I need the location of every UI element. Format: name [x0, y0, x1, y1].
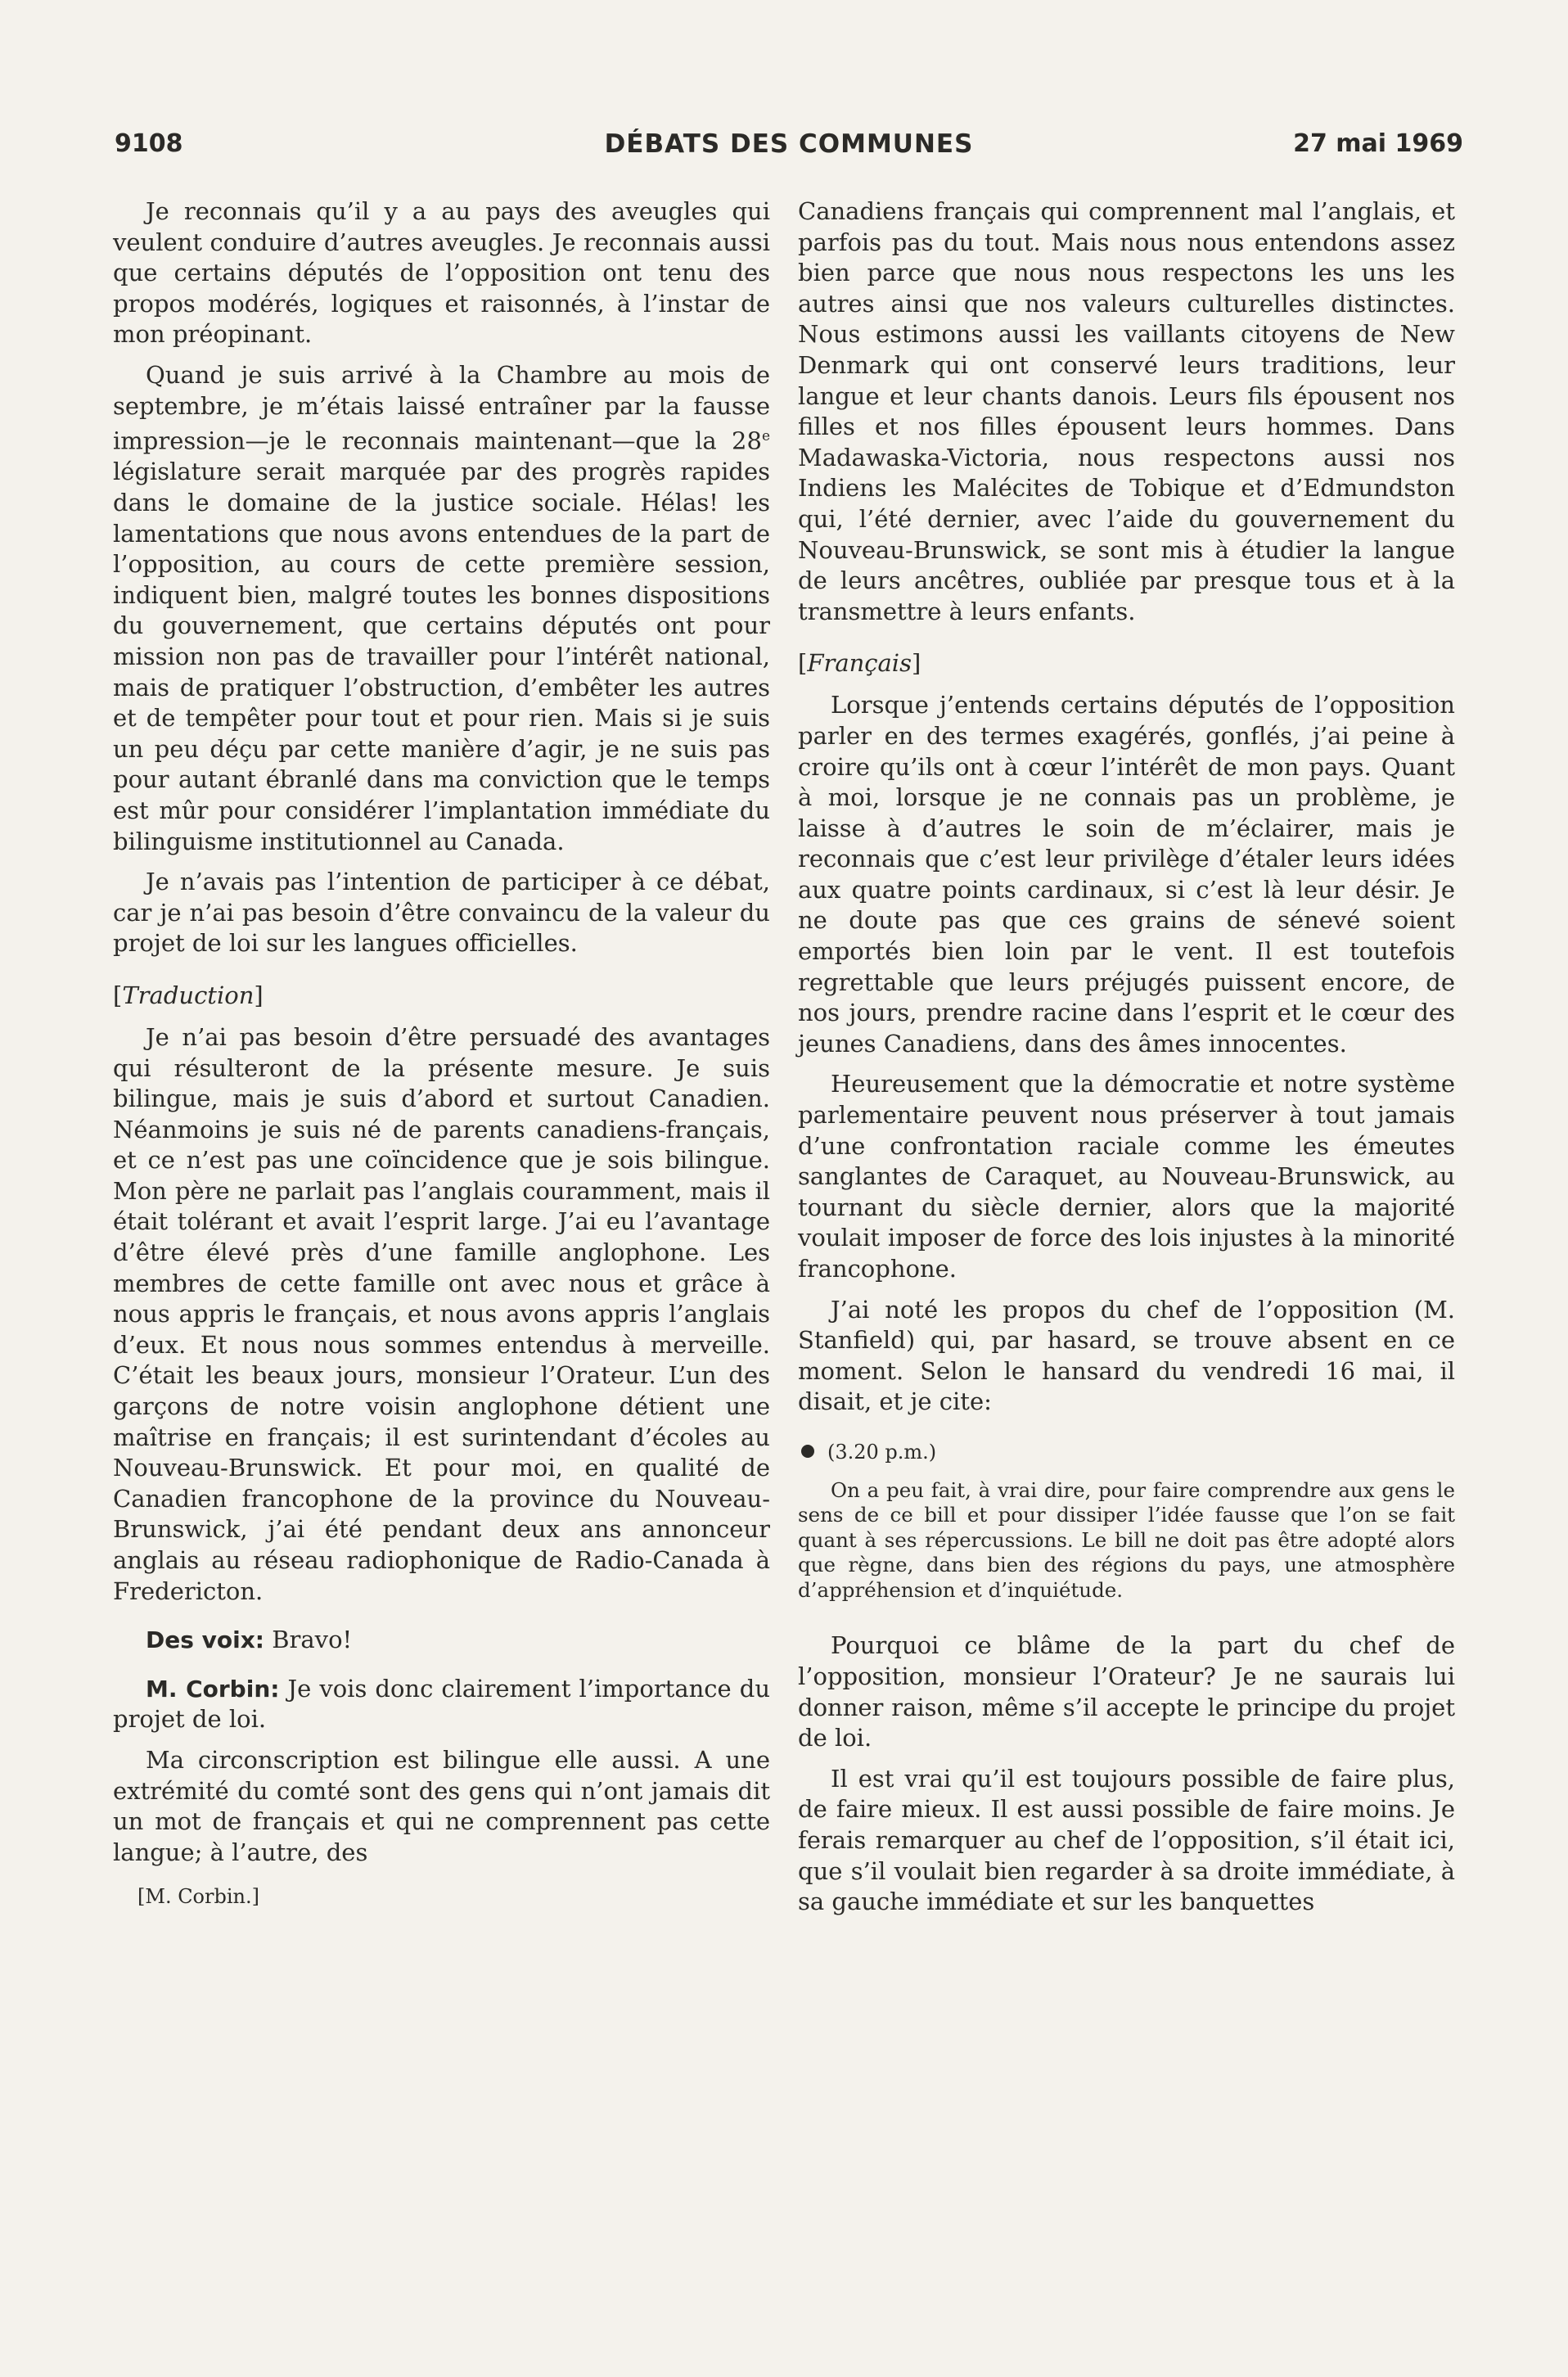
publication-title: DÉBATS DES COMMUNES: [604, 129, 974, 159]
speaker-footnote: [M. Corbin.]: [137, 1885, 259, 1909]
page-number: 9108: [115, 129, 183, 158]
section-heading: [Traduction]: [113, 981, 264, 1009]
superscript: e: [761, 428, 770, 445]
right-column: [798, 196, 1455, 1928]
quotation: On a peu fait, à vrai dire, pour faire comprendre aux gens le sens de ce bill et pour dissiper l’idée fausse que l’on se fait quant à ses répercussions. Le bill ne doit pas être adopté alors que règne, dans bien des régions du pays, une atmosphère d’appréhension et d’inquiétude.: [798, 1477, 1455, 1602]
speaker-name: Des voix:: [146, 1626, 264, 1654]
section-heading: [Français]: [798, 649, 921, 678]
speaker-text: Je vois donc clairement l’importance du projet de loi.: [113, 1674, 770, 1734]
paragraph: Je reconnais qu’il y a au pays des aveugles qui veulent conduire d’autres aveugles. Je reconnais aussi que certains députés de l’opposition ont tenu des propos modérés, logiques et raisonnés, à l’instar de mon préopinant.: [113, 197, 770, 349]
speaker-name: M. Corbin:: [146, 1675, 280, 1703]
paragraph: Il est vrai qu’il est toujours possible de faire plus, de faire mieux. Il est aussi possible de faire moins. Je ferais remarquer au chef de l’opposition, s’il était ici, que s’il voulait bien regarder à sa droite immédiate, à sa gauche immédiate et sur les banquettes: [798, 1764, 1455, 1916]
paragraph: Pourquoi ce blâme de la part du chef de l’opposition, monsieur l’Orateur? Je ne saurais lui donner raison, même s’il accepte le principe du projet de loi.: [798, 1631, 1455, 1752]
speaker-text: Bravo!: [264, 1626, 353, 1654]
paragraph: [113, 360, 770, 857]
page-header: [115, 129, 1463, 170]
paragraph-text: législature serait marquée par des progrès rapides dans le domaine de la justice sociale. Hélas! les lamentations que nous avons entendues de la part de l’opposition, au cours de cette première session, indiquent bien, malgré toutes les bonnes dispositions du gouvernement, que certains députés ont pour mission non pas de travailler pour l’intérêt national, mais de pratiquer l’obstruction, d’embêter les autres et de tempêter pour tout et pour rien. Mais si je suis un peu déçu par cette manière d’agir, je ne suis pas pour autant ébranlé dans ma conviction que le temps est mûr pour considérer l’implantation immédiate du bilinguisme institutionnel au Canada.: [113, 458, 770, 855]
paragraph: Heureusement que la démocratie et notre système parlementaire peuvent nous préserver à tout jamais d’une confrontation raciale comme les émeutes sanglantes de Caraquet, au Nouveau-Brunswick, au tournant du siècle dernier, alors que la majorité voulait imposer de force des lois injustes à la minorité francophone.: [798, 1070, 1455, 1283]
bullet-icon: [801, 1445, 814, 1458]
speaker-paragraph: [113, 1625, 770, 1656]
section-heading-text: Français: [807, 649, 912, 678]
paragraph-text: Quand je suis arrivé à la Chambre au mois de septembre, je m’étais laissé entraîner par la fausse impression—je le reconnais maintenant—que la 28: [113, 360, 770, 455]
paragraph: Canadiens français qui comprennent mal l’anglais, et parfois pas du tout. Mais nous nous entendons assez bien parce que nous nous respectons les uns les autres ainsi que nos valeurs culturelles distinctes. Nous estimons aussi les vaillants citoyens de New Denmark qui ont conservé leurs traditions, leur langue et leur chants danois. Leurs fils épousent nos filles et nos filles épousent leurs hommes. Dans Madawaska-Victoria, nous respectons aussi nos Indiens les Malécites de Tobique et d’Edmundston qui, l’été dernier, avec l’aide du gouvernement du Nouveau-Brunswick, se sont mis à étudier la langue de leurs ancêtres, oubliée par presque tous et à la transmettre à leurs enfants.: [798, 197, 1455, 625]
paragraph: Je n’avais pas l’intention de participer à ce débat, car je n’ai pas besoin d’être convaincu de la valeur du projet de loi sur les langues officielles.: [113, 868, 770, 958]
page-date: 27 mai 1969: [1293, 129, 1463, 158]
time-marker: [798, 1439, 1455, 1465]
paragraph: Ma circonscription est bilingue elle aussi. A une extrémité du comté sont des gens qui n’ont jamais dit un mot de français et qui ne comprennent pas cette langue; à l’autre, des: [113, 1745, 770, 1866]
time-text: (3.20 p.m.): [827, 1440, 937, 1464]
left-column: [113, 196, 770, 1909]
paragraph: Je n’ai pas besoin d’être persuadé des avantages qui résulteront de la présente mesure. Je suis bilingue, mais je suis d’abord et surtout Canadien. Néanmoins je suis né de parents canadiens-français, et ce n’est pas une coïncidence que je sois bilingue. Mon père ne parlait pas l’anglais couramment, mais il était tolérant et avait l’esprit large. J’ai eu l’avantage d’être élevé près d’une famille anglophone. Les membres de cette famille ont avec nous et grâce à nous appris le français, et nous avons appris l’anglais d’eux. Et nous nous sommes entendus à merveille. C’était les beaux jours, monsieur l’Orateur. L’un des garçons de notre voisin anglophone détient une maîtrise en français; il est surintendant d’écoles au Nouveau-Brunswick. Et pour moi, en qualité de Canadien francophone de la province du Nouveau-Brunswick, j’ai été pendant deux ans annonceur anglais au réseau radiophonique de Radio-Canada à Fredericton.: [113, 1022, 770, 1605]
paragraph: Lorsque j’entends certains députés de l’opposition parler en des termes exagérés, gonflés, j’ai peine à croire qu’ils ont à cœur l’intérêt de mon pays. Quant à moi, lorsque je ne connais pas un problème, je laisse à d’autres le soin de m’éclairer, mais je reconnais que c’est leur privilège d’étaler leurs idées aux quatre points cardinaux, si c’est là leur désir. Je ne doute pas que ces grains de sénevé soient emportés bien loin par le vent. Il est toutefois regrettable que leurs préjugés puissent encore, de nos jours, prendre racine dans l’esprit et le cœur des jeunes Canadiens, dans des âmes innocentes.: [798, 691, 1455, 1058]
speaker-paragraph: [113, 1674, 770, 1735]
paragraph: J’ai noté les propos du chef de l’opposition (M. Stanfield) qui, par hasard, se trouve absent en ce moment. Selon le hansard du vendredi 16 mai, il disait, et je cite:: [798, 1295, 1455, 1416]
section-heading-text: Traduction: [122, 981, 255, 1009]
